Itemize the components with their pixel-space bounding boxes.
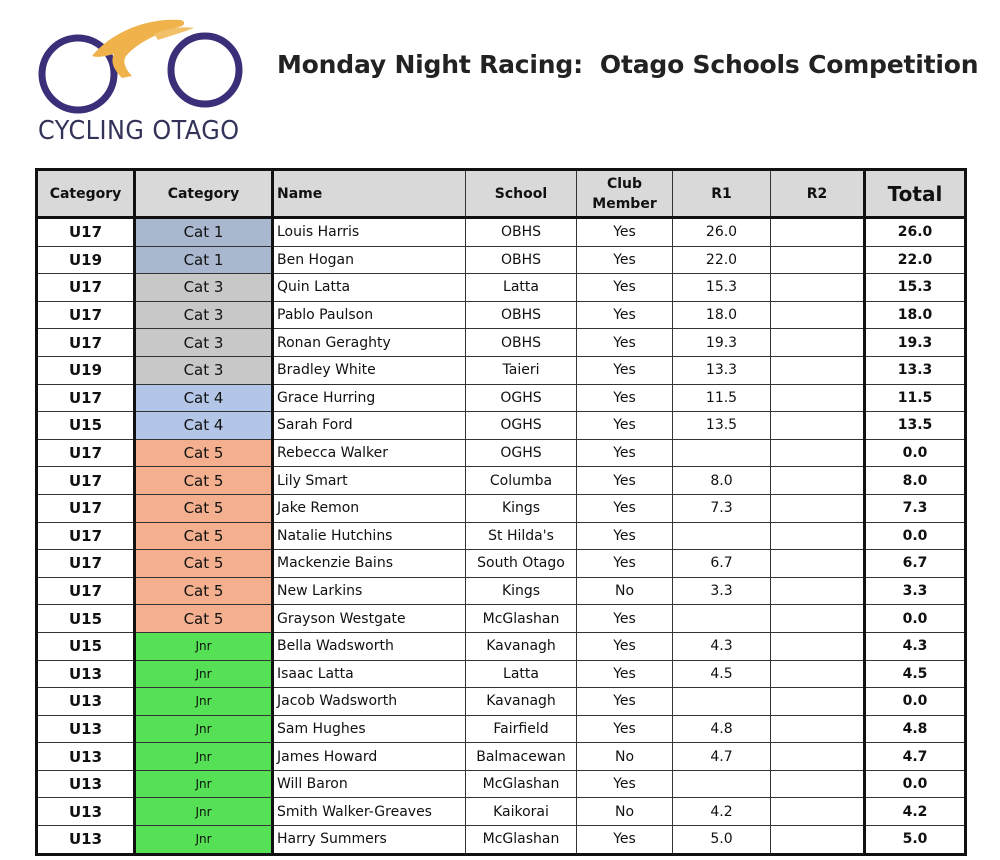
r1-cell: 15.3: [673, 274, 771, 302]
table-row: [37, 605, 966, 633]
category-cell: Jnr: [135, 632, 273, 660]
category-cell: Cat 5: [135, 467, 273, 495]
school-cell: St Hilda's: [466, 522, 577, 550]
r2-cell: [771, 522, 865, 550]
name-cell: Jacob Wadsworth: [273, 688, 466, 716]
school-cell: OBHS: [466, 301, 577, 329]
school-cell: Taieri: [466, 356, 577, 384]
name-cell: James Howard: [273, 743, 466, 771]
total-cell: 18.0: [865, 301, 966, 329]
r1-cell: 8.0: [673, 467, 771, 495]
table-row: [37, 522, 966, 550]
school-cell: OBHS: [466, 329, 577, 357]
name-cell: New Larkins: [273, 577, 466, 605]
table-row: [37, 577, 966, 605]
club-member-cell: Yes: [577, 550, 673, 578]
age-cell: U17: [37, 384, 135, 412]
r2-cell: [771, 826, 865, 855]
category-cell: Cat 5: [135, 522, 273, 550]
club-member-cell: Yes: [577, 770, 673, 798]
category-cell: Cat 1: [135, 218, 273, 247]
table-row: [37, 246, 966, 274]
club-member-cell: Yes: [577, 246, 673, 274]
name-cell: Pablo Paulson: [273, 301, 466, 329]
total-cell: 0.0: [865, 522, 966, 550]
name-cell: Ben Hogan: [273, 246, 466, 274]
r1-cell: 4.2: [673, 798, 771, 826]
total-cell: 4.8: [865, 715, 966, 743]
name-cell: Lily Smart: [273, 467, 466, 495]
r1-cell: 7.3: [673, 494, 771, 522]
total-cell: 22.0: [865, 246, 966, 274]
category-cell: Cat 3: [135, 329, 273, 357]
r2-cell: [771, 467, 865, 495]
r1-cell: 19.3: [673, 329, 771, 357]
total-cell: 6.7: [865, 550, 966, 578]
r2-cell: [771, 274, 865, 302]
club-member-cell: Yes: [577, 660, 673, 688]
club-member-cell: Yes: [577, 605, 673, 633]
school-cell: Kaikorai: [466, 798, 577, 826]
age-cell: U13: [37, 688, 135, 716]
school-cell: McGlashan: [466, 770, 577, 798]
r1-cell: 4.8: [673, 715, 771, 743]
club-member-cell: Yes: [577, 356, 673, 384]
age-cell: U13: [37, 826, 135, 855]
header-r2: R2: [771, 170, 865, 218]
total-cell: 4.3: [865, 632, 966, 660]
name-cell: Rebecca Walker: [273, 439, 466, 467]
club-member-cell: Yes: [577, 632, 673, 660]
results-table: [35, 168, 967, 856]
school-cell: OGHS: [466, 439, 577, 467]
school-cell: Latta: [466, 274, 577, 302]
category-cell: Jnr: [135, 770, 273, 798]
r2-cell: [771, 632, 865, 660]
category-cell: Jnr: [135, 660, 273, 688]
age-cell: U17: [37, 439, 135, 467]
school-cell: Balmacewan: [466, 743, 577, 771]
school-cell: Kings: [466, 577, 577, 605]
table-row: [37, 743, 966, 771]
school-cell: McGlashan: [466, 826, 577, 855]
header-club-line1: Club: [606, 175, 643, 192]
table-row: [37, 274, 966, 302]
total-cell: 13.5: [865, 412, 966, 440]
school-cell: Columba: [466, 467, 577, 495]
school-cell: OGHS: [466, 412, 577, 440]
name-cell: Quin Latta: [273, 274, 466, 302]
r1-cell: [673, 770, 771, 798]
category-cell: Cat 5: [135, 494, 273, 522]
r1-cell: [673, 605, 771, 633]
table-row: [37, 770, 966, 798]
name-cell: Natalie Hutchins: [273, 522, 466, 550]
header-name: Name: [273, 170, 466, 218]
name-cell: Smith Walker-Greaves: [273, 798, 466, 826]
header-category: Category: [135, 170, 273, 218]
school-cell: Latta: [466, 660, 577, 688]
name-cell: Bella Wadsworth: [273, 632, 466, 660]
age-cell: U17: [37, 522, 135, 550]
header-total: Total: [865, 170, 966, 218]
club-member-cell: Yes: [577, 384, 673, 412]
club-member-cell: No: [577, 577, 673, 605]
r2-cell: [771, 798, 865, 826]
category-cell: Cat 5: [135, 605, 273, 633]
header-r1: R1: [673, 170, 771, 218]
club-member-cell: No: [577, 798, 673, 826]
total-cell: 4.2: [865, 798, 966, 826]
r2-cell: [771, 218, 865, 247]
r1-cell: 13.5: [673, 412, 771, 440]
school-cell: Fairfield: [466, 715, 577, 743]
name-cell: Sam Hughes: [273, 715, 466, 743]
club-member-cell: Yes: [577, 494, 673, 522]
header-age-category: Category: [37, 170, 135, 218]
r2-cell: [771, 329, 865, 357]
r2-cell: [771, 384, 865, 412]
club-member-cell: Yes: [577, 274, 673, 302]
table-row: [37, 412, 966, 440]
r2-cell: [771, 356, 865, 384]
table-row: [37, 494, 966, 522]
table-header-row: [37, 170, 966, 218]
school-cell: OGHS: [466, 384, 577, 412]
club-member-cell: Yes: [577, 439, 673, 467]
name-cell: Harry Summers: [273, 826, 466, 855]
category-cell: Cat 3: [135, 274, 273, 302]
age-cell: U15: [37, 412, 135, 440]
school-cell: Kings: [466, 494, 577, 522]
club-member-cell: Yes: [577, 715, 673, 743]
header-school: School: [466, 170, 577, 218]
total-cell: 0.0: [865, 688, 966, 716]
total-cell: 4.5: [865, 660, 966, 688]
r1-cell: 4.3: [673, 632, 771, 660]
table-row: [37, 688, 966, 716]
name-cell: Grace Hurring: [273, 384, 466, 412]
club-member-cell: Yes: [577, 301, 673, 329]
r2-cell: [771, 550, 865, 578]
table-row: [37, 384, 966, 412]
table-row: [37, 329, 966, 357]
category-cell: Jnr: [135, 743, 273, 771]
category-cell: Jnr: [135, 798, 273, 826]
r1-cell: [673, 688, 771, 716]
table-row: [37, 218, 966, 247]
category-cell: Cat 3: [135, 301, 273, 329]
total-cell: 0.0: [865, 439, 966, 467]
total-cell: 3.3: [865, 577, 966, 605]
age-cell: U13: [37, 660, 135, 688]
name-cell: Bradley White: [273, 356, 466, 384]
age-cell: U13: [37, 798, 135, 826]
total-cell: 13.3: [865, 356, 966, 384]
school-cell: McGlashan: [466, 605, 577, 633]
name-cell: Isaac Latta: [273, 660, 466, 688]
age-cell: U17: [37, 494, 135, 522]
school-cell: South Otago: [466, 550, 577, 578]
r2-cell: [771, 660, 865, 688]
table-row: [37, 356, 966, 384]
category-cell: Cat 3: [135, 356, 273, 384]
school-cell: Kavanagh: [466, 632, 577, 660]
category-cell: Cat 5: [135, 577, 273, 605]
club-member-cell: Yes: [577, 467, 673, 495]
logo-text: CYCLING OTAGO: [38, 116, 240, 146]
age-cell: U17: [37, 301, 135, 329]
r2-cell: [771, 605, 865, 633]
total-cell: 26.0: [865, 218, 966, 247]
r2-cell: [771, 246, 865, 274]
club-member-cell: Yes: [577, 218, 673, 247]
r1-cell: 22.0: [673, 246, 771, 274]
age-cell: U17: [37, 274, 135, 302]
name-cell: Mackenzie Bains: [273, 550, 466, 578]
total-cell: 19.3: [865, 329, 966, 357]
table-row: [37, 550, 966, 578]
table-row: [37, 798, 966, 826]
name-cell: Louis Harris: [273, 218, 466, 247]
r1-cell: 4.7: [673, 743, 771, 771]
total-cell: 7.3: [865, 494, 966, 522]
table-row: [37, 632, 966, 660]
category-cell: Cat 4: [135, 384, 273, 412]
club-member-cell: Yes: [577, 412, 673, 440]
age-cell: U17: [37, 218, 135, 247]
total-cell: 15.3: [865, 274, 966, 302]
age-cell: U13: [37, 770, 135, 798]
name-cell: Ronan Geraghty: [273, 329, 466, 357]
club-member-cell: Yes: [577, 329, 673, 357]
r2-cell: [771, 412, 865, 440]
age-cell: U15: [37, 632, 135, 660]
r1-cell: [673, 439, 771, 467]
header-club-line2: Member: [592, 195, 657, 212]
total-cell: 4.7: [865, 743, 966, 771]
r1-cell: 11.5: [673, 384, 771, 412]
r2-cell: [771, 770, 865, 798]
category-cell: Jnr: [135, 688, 273, 716]
r1-cell: 4.5: [673, 660, 771, 688]
age-cell: U19: [37, 356, 135, 384]
logo-wheel-right: [171, 36, 239, 104]
total-cell: 5.0: [865, 826, 966, 855]
r1-cell: 3.3: [673, 577, 771, 605]
age-cell: U19: [37, 246, 135, 274]
r2-cell: [771, 301, 865, 329]
age-cell: U15: [37, 605, 135, 633]
table-body: [37, 218, 966, 855]
page-title: Monday Night Racing: Otago Schools Competition: [277, 50, 979, 79]
club-member-cell: Yes: [577, 688, 673, 716]
age-cell: U17: [37, 329, 135, 357]
category-cell: Cat 1: [135, 246, 273, 274]
r2-cell: [771, 688, 865, 716]
club-member-cell: Yes: [577, 826, 673, 855]
table-row: [37, 439, 966, 467]
category-cell: Jnr: [135, 715, 273, 743]
r1-cell: [673, 522, 771, 550]
r2-cell: [771, 577, 865, 605]
r1-cell: 18.0: [673, 301, 771, 329]
school-cell: OBHS: [466, 246, 577, 274]
club-member-cell: Yes: [577, 522, 673, 550]
total-cell: 0.0: [865, 605, 966, 633]
name-cell: Grayson Westgate: [273, 605, 466, 633]
club-member-cell: No: [577, 743, 673, 771]
age-cell: U13: [37, 715, 135, 743]
r1-cell: 26.0: [673, 218, 771, 247]
r2-cell: [771, 715, 865, 743]
school-cell: OBHS: [466, 218, 577, 247]
category-cell: Cat 4: [135, 412, 273, 440]
r1-cell: 6.7: [673, 550, 771, 578]
name-cell: Will Baron: [273, 770, 466, 798]
r2-cell: [771, 743, 865, 771]
r2-cell: [771, 439, 865, 467]
r2-cell: [771, 494, 865, 522]
table-row: [37, 301, 966, 329]
header-club-member: [577, 170, 673, 218]
school-cell: Kavanagh: [466, 688, 577, 716]
category-cell: Cat 5: [135, 550, 273, 578]
name-cell: Sarah Ford: [273, 412, 466, 440]
r1-cell: 13.3: [673, 356, 771, 384]
name-cell: Jake Remon: [273, 494, 466, 522]
table-row: [37, 715, 966, 743]
category-cell: Jnr: [135, 826, 273, 855]
category-cell: Cat 5: [135, 439, 273, 467]
total-cell: 8.0: [865, 467, 966, 495]
age-cell: U13: [37, 743, 135, 771]
age-cell: U17: [37, 577, 135, 605]
table-row: [37, 660, 966, 688]
r1-cell: 5.0: [673, 826, 771, 855]
total-cell: 0.0: [865, 770, 966, 798]
age-cell: U17: [37, 550, 135, 578]
table-row: [37, 467, 966, 495]
table-row: [37, 826, 966, 855]
age-cell: U17: [37, 467, 135, 495]
total-cell: 11.5: [865, 384, 966, 412]
